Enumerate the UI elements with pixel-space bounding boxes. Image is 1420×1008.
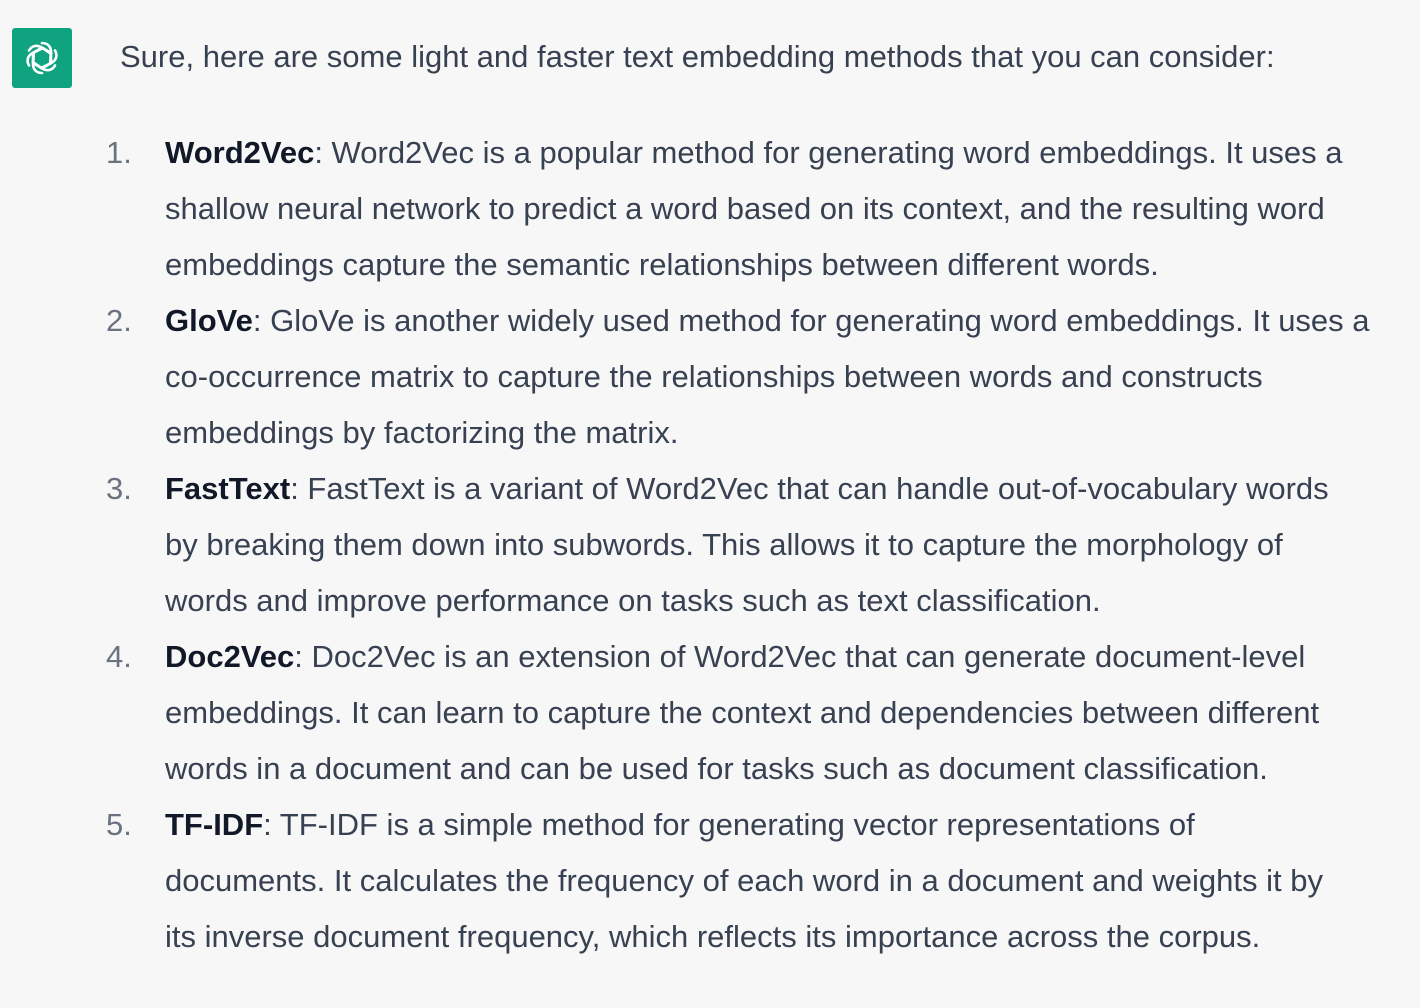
list-item (0, 797, 1420, 965)
message-intro: Sure, here are some light and faster text embedding methods that you can consider: (120, 39, 1275, 74)
method-description-start: : GloVe is another widely used method for generating word embeddings. It uses a (252, 303, 1370, 338)
list-number: 1. (106, 135, 132, 170)
list-item-first-line (165, 293, 1420, 349)
method-term: FastText (165, 471, 291, 506)
method-term: Doc2Vec (165, 639, 295, 674)
method-term: TF-IDF (165, 807, 264, 842)
method-description-line: shallow neural network to predict a word based on its context, and the resulting word (165, 191, 1325, 226)
method-description-line: words in a document and can be used for tasks such as document classification. (165, 751, 1268, 786)
openai-logo-icon (22, 38, 62, 78)
method-description-start: : FastText is a variant of Word2Vec that can handle out-of-vocabulary words (290, 471, 1329, 506)
method-description-line: by breaking them down into subwords. This allows it to capture the morphology of (165, 527, 1283, 562)
method-description-line: its inverse document frequency, which reflects its importance across the corpus. (165, 919, 1261, 954)
method-description-line: documents. It calculates the frequency of each word in a document and weights it by (165, 863, 1323, 898)
list-item (0, 293, 1420, 461)
method-description-start: : Word2Vec is a popular method for generating word embeddings. It uses a (314, 135, 1343, 170)
method-description-line: embeddings capture the semantic relationships between different words. (165, 247, 1159, 282)
method-term: GloVe (165, 303, 253, 338)
list-item (0, 629, 1420, 797)
list-item (0, 461, 1420, 629)
list-item-first-line (165, 125, 1420, 181)
method-description-line: words and improve performance on tasks such as text classification. (165, 583, 1101, 618)
list-item-first-line (165, 797, 1420, 853)
assistant-avatar (12, 28, 72, 88)
embedding-methods-list (0, 125, 1420, 965)
list-number: 5. (106, 807, 132, 842)
method-description-line: embeddings by factorizing the matrix. (165, 415, 679, 450)
method-term: Word2Vec (165, 135, 315, 170)
list-item (0, 125, 1420, 293)
list-number: 3. (106, 471, 132, 506)
list-number: 2. (106, 303, 132, 338)
list-item-first-line (165, 629, 1420, 685)
method-description-line: embeddings. It can learn to capture the context and dependencies between different (165, 695, 1320, 730)
list-number: 4. (106, 639, 132, 674)
method-description-start: : Doc2Vec is an extension of Word2Vec that can generate document-level (294, 639, 1306, 674)
method-description-line: co-occurrence matrix to capture the relationships between words and constructs (165, 359, 1263, 394)
method-description-start: : TF-IDF is a simple method for generating vector representations of (263, 807, 1195, 842)
list-item-first-line (165, 461, 1420, 517)
